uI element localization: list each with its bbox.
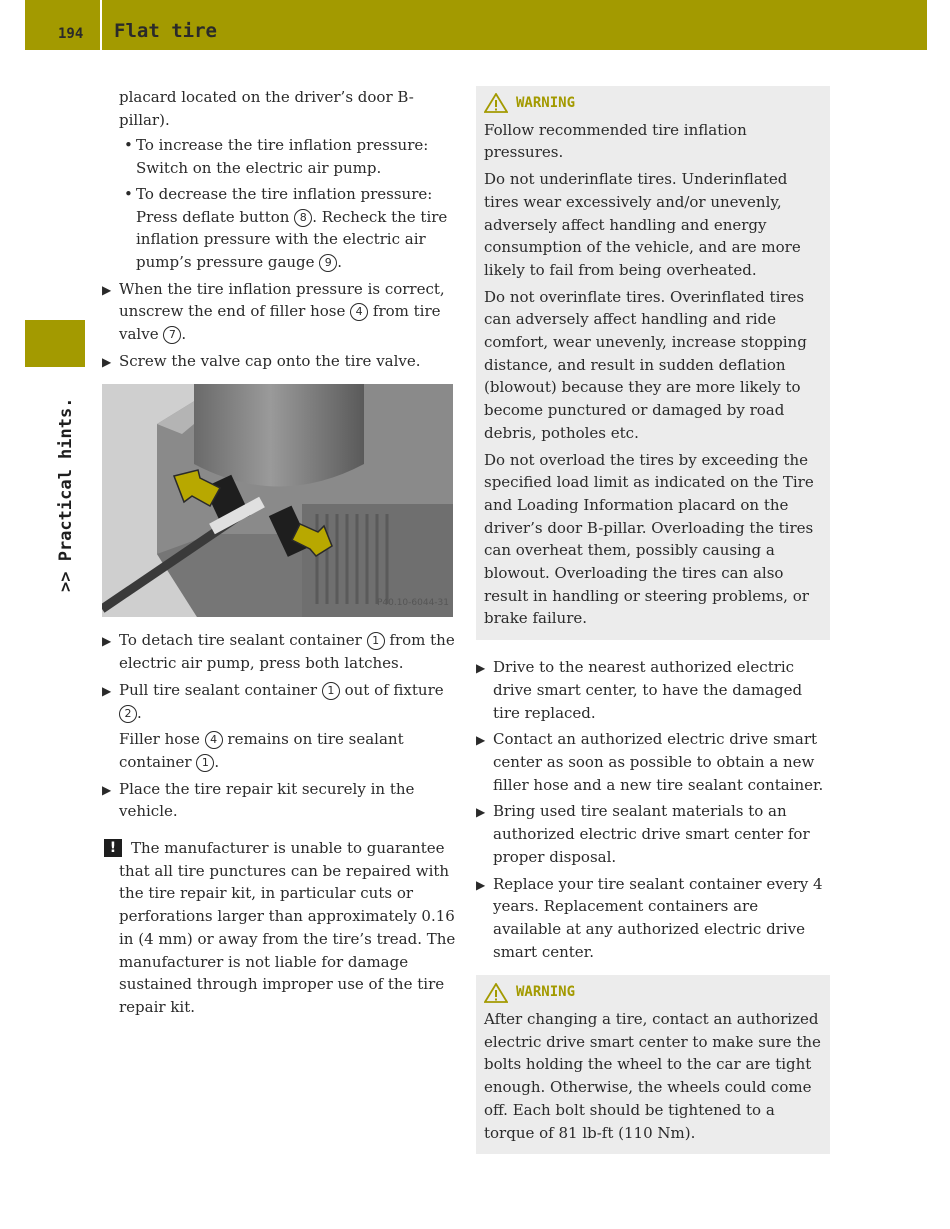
warning-heading bbox=[484, 92, 822, 115]
step-text: To detach tire sealant container bbox=[119, 631, 367, 650]
callout-number: 1 bbox=[367, 632, 385, 650]
step-replace-container bbox=[476, 873, 830, 964]
bullet-increase bbox=[102, 134, 458, 179]
tire-repair-kit-illustration bbox=[102, 384, 453, 617]
figure-code: P40.10-6044-31 bbox=[376, 597, 449, 608]
warning-paragraph: Do not overload the tires by exceeding the specified load limit as indicated on the Tire and Loading Information placard on the driver’s door B-pillar. Overloading the tires can overheat them, possibly causing a blowout. Overloading the tires can also result in handling or steering problems, or brake failure. bbox=[484, 450, 814, 628]
left-column bbox=[102, 86, 458, 1019]
step-text: When the tire inflation pressure is correct, unscrew the end of filler hose bbox=[119, 279, 445, 321]
callout-number: 9 bbox=[319, 254, 337, 272]
side-tab-label: >> Practical hints. bbox=[56, 397, 76, 592]
exclamation-icon: ! bbox=[104, 839, 122, 857]
callout-number: 4 bbox=[350, 303, 368, 321]
bullet-dot: • bbox=[124, 184, 133, 203]
warning-heading bbox=[484, 981, 822, 1004]
step-text: Pull tire sealant container bbox=[119, 680, 322, 699]
warning-triangle-icon bbox=[484, 983, 508, 1003]
step-text: out of fixture bbox=[339, 680, 444, 699]
step-pull-container bbox=[102, 679, 458, 724]
step-text: Replace your tire sealant container every 4 years. Replacement containers are available at any authorized electric drive smart center. bbox=[493, 874, 823, 961]
callout-number: 4 bbox=[205, 731, 223, 749]
step-drive-to-center bbox=[476, 656, 830, 724]
step-text: . bbox=[137, 703, 142, 722]
warning-box-bolts bbox=[476, 975, 830, 1154]
step-text: Bring used tire sealant materials to an authorized electric drive smart center for proper disposal. bbox=[493, 802, 810, 866]
callout-number: 1 bbox=[322, 682, 340, 700]
step-arrow-icon: ▶ bbox=[102, 282, 112, 297]
step-text: Drive to the nearest authorized electric drive smart center, to have the damaged tire replaced. bbox=[493, 658, 803, 722]
step-text: from the electric air pump, press both latches. bbox=[119, 631, 455, 673]
warning-triangle-icon bbox=[484, 93, 508, 113]
step-arrow-icon: ▶ bbox=[476, 733, 486, 748]
page-title: Flat tire bbox=[114, 20, 217, 42]
note-text: remains on tire sealant container bbox=[119, 730, 404, 771]
side-tab-marker bbox=[25, 320, 85, 367]
filler-hose-note bbox=[102, 728, 458, 773]
note-text: . bbox=[214, 752, 220, 771]
warning-paragraph: Do not underinflate tires. Underinflated tires wear excessively and/or unevenly, adversely affect handling and energy consumption of the vehicle, and are more likely to fail from being overheated. bbox=[484, 170, 801, 279]
warning-paragraph: After changing a tire, contact an authorized electric drive smart center to make sure the bolts holding the wheel to the car are tight enough. Otherwise, the wheels could come off. Each bolt should be tightened to a torque of 81 lb-ft (110 Nm). bbox=[484, 1010, 821, 1142]
callout-number: 2 bbox=[119, 705, 137, 723]
callout-number: 8 bbox=[294, 209, 312, 227]
step-detach-container bbox=[102, 629, 458, 674]
warning-title: WARNING bbox=[516, 984, 576, 1001]
step-arrow-icon: ▶ bbox=[102, 354, 112, 369]
intro-text: placard located on the driver’s door B-pillar). bbox=[119, 88, 414, 129]
manufacturer-note bbox=[102, 837, 458, 1019]
tire-repair-kit-figure bbox=[102, 384, 453, 617]
bullet-dot: • bbox=[124, 136, 133, 155]
step-arrow-icon: ▶ bbox=[476, 661, 486, 676]
right-column bbox=[476, 86, 830, 1154]
step-place-kit bbox=[102, 778, 458, 823]
callout-number: 1 bbox=[196, 754, 214, 772]
bullet-decrease bbox=[102, 183, 458, 274]
bullet-text: . Recheck the tire inflation pressure with the electric air pump’s pressure gauge bbox=[136, 207, 448, 271]
step-text: Place the tire repair kit securely in the vehicle. bbox=[119, 779, 415, 821]
bullet-text: . bbox=[337, 252, 343, 271]
manufacturer-note-text: The manufacturer is unable to guarantee that all tire punctures can be repaired with the tire repair kit, in particular cuts or perforations larger than approximately 0.16 in (4 mm) or away from the tire’s tread. The manufacturer is not liable for damage sustained through improper use of the tire repair kit. bbox=[119, 839, 456, 1016]
header-divider bbox=[100, 0, 102, 50]
step-text: from tire valve bbox=[119, 302, 441, 344]
step-unscrew-hose bbox=[102, 278, 458, 346]
step-arrow-icon: ▶ bbox=[102, 782, 112, 797]
step-text: Screw the valve cap onto the tire valve. bbox=[119, 351, 421, 370]
warning-paragraph: Follow recommended tire inflation pressures. bbox=[484, 120, 747, 162]
right-steps-list bbox=[476, 656, 830, 963]
step-contact-center bbox=[476, 728, 830, 796]
step-text: . bbox=[181, 325, 187, 344]
step-text: Contact an authorized electric drive smart center as soon as possible to obtain a new filler hose and a new tire sealant container. bbox=[493, 730, 824, 794]
step-arrow-icon: ▶ bbox=[102, 683, 112, 698]
page-number: 194 bbox=[58, 26, 84, 42]
step-arrow-icon: ▶ bbox=[476, 877, 486, 892]
callout-number: 7 bbox=[163, 326, 181, 344]
bullet-text: To increase the tire inflation pressure: Switch on the electric air pump. bbox=[136, 136, 429, 178]
bullet-text: To decrease the tire inflation pressure: Press deflate button bbox=[136, 184, 433, 226]
step-arrow-icon: ▶ bbox=[102, 634, 112, 649]
side-tab bbox=[56, 380, 86, 610]
warning-paragraph: Do not overinflate tires. Overinflated tires can adversely affect handling and ride comfort, wear unevenly, increase stopping distance, and result in sudden deflation (blowout) because they are more likely to become punctured or damaged by road debris, potholes etc. bbox=[484, 287, 807, 442]
warning-box-inflation bbox=[476, 86, 830, 640]
step-arrow-icon: ▶ bbox=[476, 805, 486, 820]
note-text: Filler hose bbox=[119, 730, 205, 749]
step-valve-cap bbox=[102, 350, 458, 373]
warning-title: WARNING bbox=[516, 95, 576, 111]
step-dispose-materials bbox=[476, 800, 830, 868]
